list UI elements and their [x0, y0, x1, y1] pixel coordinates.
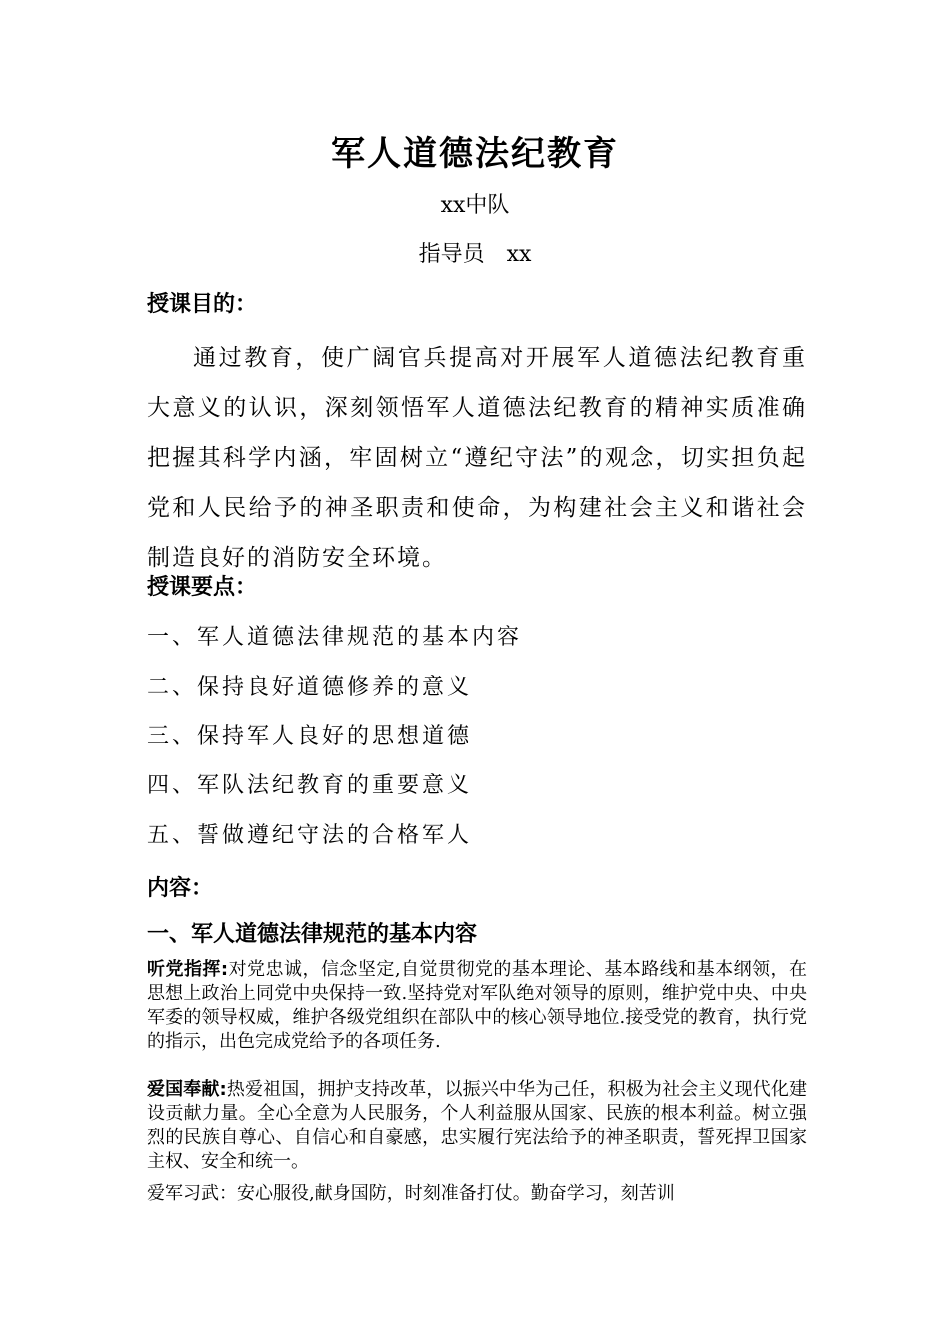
- item-label: 听党指挥:: [147, 959, 229, 980]
- points-heading: 授课要点：: [147, 575, 258, 600]
- point-item: 四、军队法纪教育的重要意义: [147, 773, 473, 798]
- point-item: 五、誓做遵纪守法的合格军人: [147, 823, 473, 848]
- section1-heading: 一、军人道德法律规范的基本内容: [147, 922, 478, 947]
- item-text: 对党忠诚，信念坚定,自觉贯彻党的基本理论、基本路线和基本纲领，在思想上政治上同党中央保持一致.坚持党对军队绝对领导的原则，维护党中央、中央军委的领导权威，维护各级党组织在部队中的核心领导地位.接受党的教育，执行党的指示，出色完成党给予的各项任务.: [147, 959, 808, 1052]
- instructor-line: 指导员 xx: [418, 242, 532, 267]
- item-patriotism: [147, 1078, 807, 1174]
- content-heading: 内容：: [147, 876, 214, 901]
- point-item: 二、保持良好道德修养的意义: [147, 675, 473, 700]
- item-text: 热爱祖国，拥护支持改革，以振兴中华为己任，积极为社会主义现代化建设贡献力量。全心全意为人民服务，个人利益服从国家、民族的根本利益。树立强烈的民族自尊心、自信心和自豪感，忠实履行宪法给予的神圣职责，誓死捍卫国家主权、安全和统一。: [147, 1079, 807, 1172]
- purpose-paragraph: 通过教育，使广阔官兵提高对开展军人道德法纪教育重大意义的认识，深刻领悟军人道德法纪教育的精神实质准确把握其科学内涵，牢固树立“遵纪守法”的观念，切实担负起党和人民给予的神圣职责和使命，为构建社会主义和谐社会制造良好的消防安全环境。: [147, 345, 807, 571]
- item-loyalty: [147, 958, 807, 1054]
- purpose-heading: 授课目的：: [147, 292, 258, 317]
- point-item: 一、军人道德法律规范的基本内容: [147, 625, 523, 650]
- item-label: 爱国奉献:: [147, 1079, 227, 1100]
- unit-name: xx中队: [440, 193, 510, 218]
- item-army-training: [147, 1182, 807, 1206]
- document-title: 军人道德法纪教育: [331, 134, 619, 174]
- item-text: 爱军习武：安心服役,献身国防，时刻准备打仗。勤奋学习，刻苦训: [147, 1183, 675, 1204]
- point-item: 三、保持军人良好的思想道德: [147, 724, 473, 749]
